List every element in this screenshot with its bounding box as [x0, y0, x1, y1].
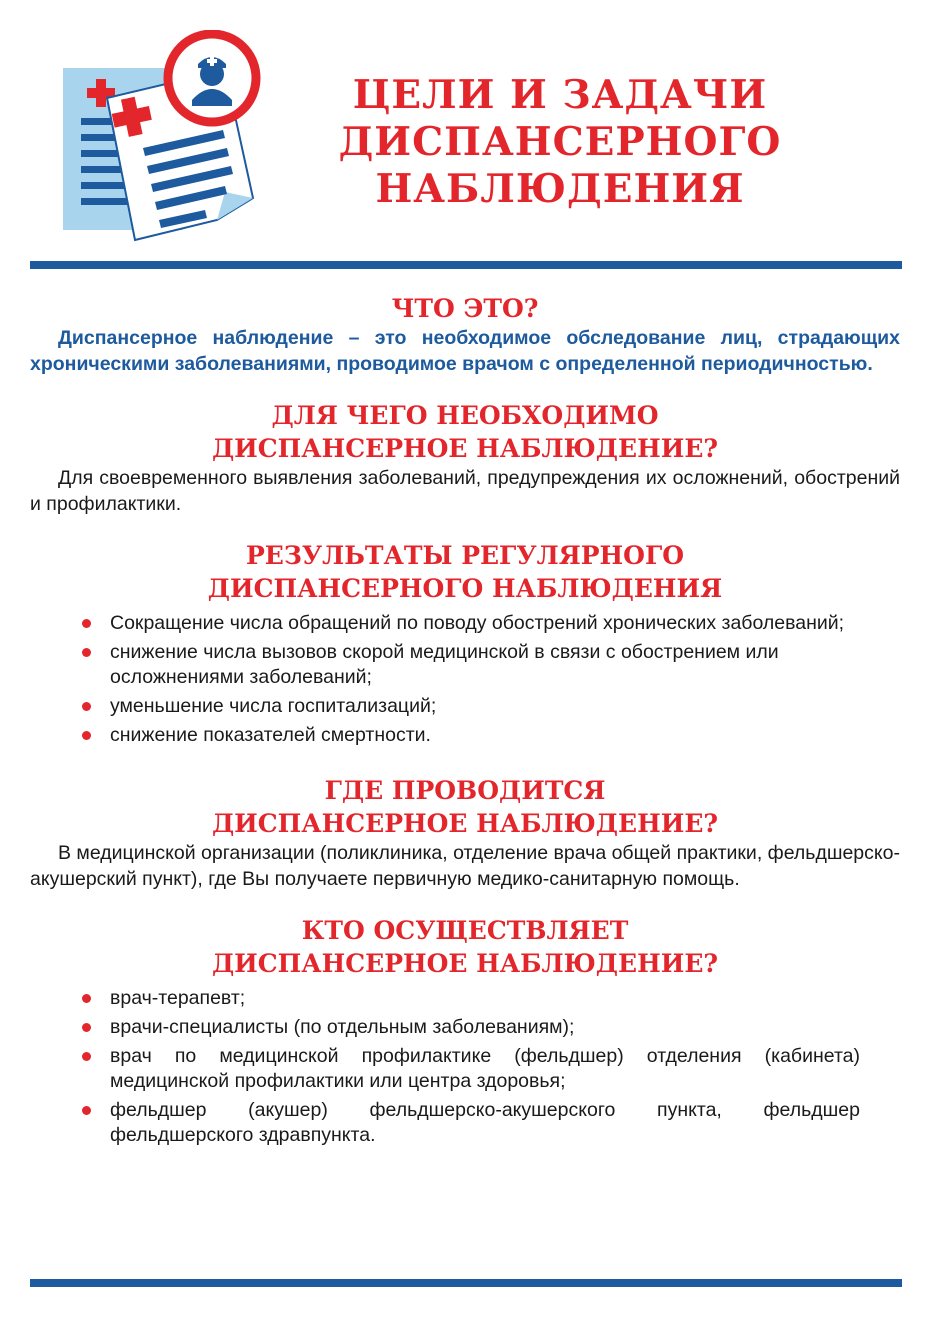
list-item-text: фельдшер (акушер) фельдшерско-акушерского пункта, фельдшер фельдшерского здравпункта.	[110, 1099, 860, 1146]
section-heading-line: ДИСПАНСЕРНОГО НАБЛЮДЕНИЯ	[207, 574, 723, 603]
list-item	[30, 640, 900, 690]
red-dot-icon	[82, 702, 91, 711]
list-item	[30, 723, 900, 748]
section-why	[30, 399, 900, 517]
section-text: Для своевременного выявления заболеваний, предупреждения их осложнений, обострений и профилактики.	[30, 467, 900, 515]
who-list	[30, 986, 900, 1148]
red-dot-icon	[82, 648, 91, 657]
list-item	[30, 611, 900, 636]
section-heading	[30, 399, 900, 465]
red-dot-icon	[82, 1106, 91, 1115]
list-item-text: врачи-специалисты (по отдельным заболеваниям);	[110, 1016, 575, 1038]
list-item-text: врач-терапевт;	[110, 987, 246, 1009]
section-heading	[30, 292, 900, 325]
list-item	[30, 1015, 900, 1040]
section-text: Диспансерное наблюдение – это необходимое обследование лиц, страдающих хроническими заболеваниями, проводимое врачом с определенной периодичностью.	[30, 327, 900, 375]
list-item-text: снижение показателей смертности.	[110, 724, 431, 746]
section-what	[30, 292, 900, 377]
red-dot-icon	[82, 731, 91, 740]
page-title-line: НАБЛЮДЕНИЯ	[375, 166, 745, 212]
content	[30, 292, 900, 1152]
list-item	[30, 694, 900, 719]
section-heading-line: ГДЕ ПРОВОДИТСЯ	[324, 776, 606, 805]
top-divider	[30, 261, 902, 269]
list-item-text: уменьшение числа госпитализаций;	[110, 695, 437, 717]
bottom-divider	[30, 1279, 902, 1287]
section-heading-line: ДИСПАНСЕРНОЕ НАБЛЮДЕНИЕ?	[211, 809, 719, 838]
red-dot-icon	[82, 619, 91, 628]
header	[0, 0, 932, 262]
section-heading	[30, 539, 900, 605]
section-heading-line: ДИСПАНСЕРНОЕ НАБЛЮДЕНИЕ?	[211, 434, 719, 463]
list-item	[30, 1044, 900, 1094]
page-title-line: ЦЕЛИ И ЗАДАЧИ	[352, 72, 768, 118]
results-list	[30, 611, 900, 748]
list-item-text: Сокращение числа обращений по поводу обострений хронических заболеваний;	[110, 612, 845, 634]
list-item	[30, 986, 900, 1011]
section-heading-line: ЧТО ЭТО?	[391, 294, 539, 323]
page-title	[300, 72, 820, 213]
section-heading	[30, 774, 900, 840]
red-dot-icon	[82, 994, 91, 1003]
list-item-text: снижение числа вызовов скорой медицинской в связи с обострением или осложнениями заболеваний;	[110, 641, 779, 688]
page-title-line: ДИСПАНСЕРНОГО	[338, 119, 782, 165]
list-item	[30, 1098, 900, 1148]
list-item-text: врач по медицинской профилактике (фельдшер) отделения (кабинета) медицинской профилактики или центра здоровья;	[110, 1045, 860, 1092]
section-text: В медицинской организации (поликлиника, отделение врача общей практики, фельдшерско-акушерский пункт), где Вы получаете первичную медико-санитарную помощь.	[30, 842, 900, 890]
section-heading-line: ДЛЯ ЧЕГО НЕОБХОДИМО	[271, 401, 659, 430]
section-heading-line: РЕЗУЛЬТАТЫ РЕГУЛЯРНОГО	[245, 541, 684, 570]
section-heading	[30, 914, 900, 980]
red-dot-icon	[82, 1052, 91, 1061]
medical-document-doctor-icon	[55, 30, 270, 245]
section-where	[30, 774, 900, 892]
section-results	[30, 539, 900, 748]
section-who	[30, 914, 900, 1148]
red-dot-icon	[82, 1023, 91, 1032]
section-heading-line: ДИСПАНСЕРНОЕ НАБЛЮДЕНИЕ?	[211, 949, 719, 978]
section-heading-line: КТО ОСУЩЕСТВЛЯЕТ	[301, 916, 629, 945]
